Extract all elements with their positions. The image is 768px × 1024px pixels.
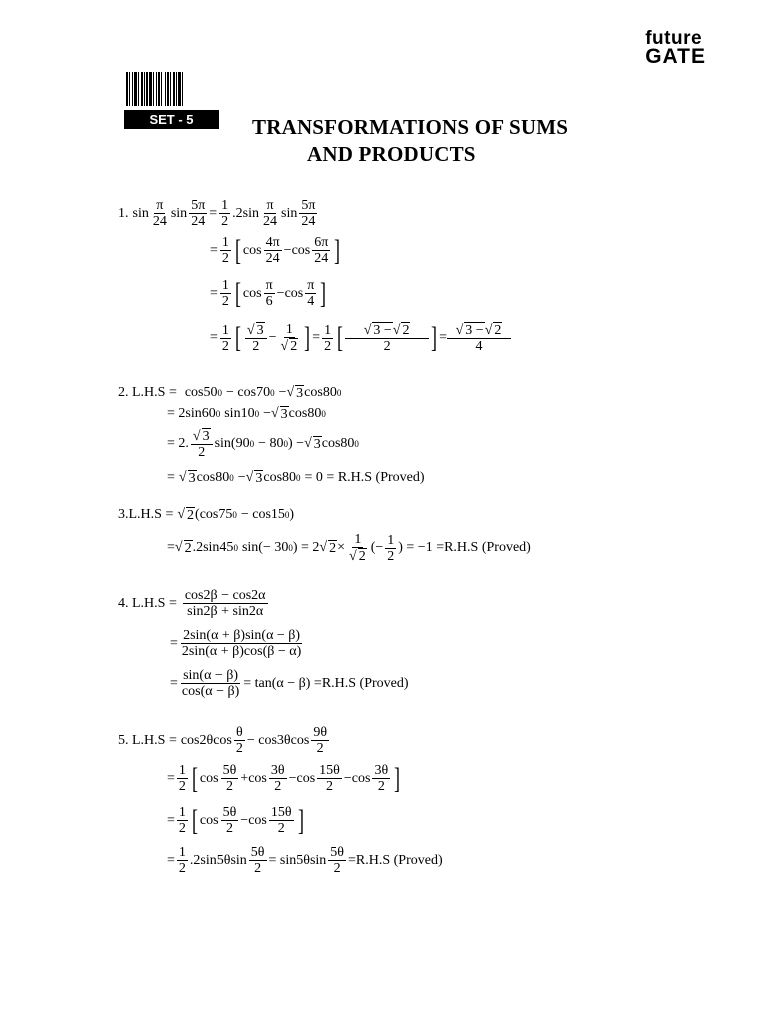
future-gate-logo xyxy=(645,30,706,67)
logo-line2: GATE xyxy=(645,45,706,69)
problem-4-line-3: = $\frac{\sin(\alpha - \beta)}{\cos(\alpha - \beta)}$ = tan(α − β) =R.H.S (Proved) xyxy=(170,668,409,699)
set-badge: SET - 5 xyxy=(124,110,219,129)
problem-1-line-4: = $\frac{1}{2}$ [ √ 3 2 − $\frac{1}{√ 2}$ ] = $\frac{1}{2}$ [ √ 3 −√ 2 2 ] = $\frac{√ 3 -√ 2}{4}$ xyxy=(210,322,511,354)
problem-2-line-4: = √ 3 cos80 0 − √ 3 cos80 0 = 0 = R.H.S (Proved) xyxy=(167,470,425,486)
problem-1-line-1: 1. sin π 24 sin $\frac{5\pi}{24}$ = $\frac{1}{2}$ .2sin π 24 sin 5π 24 xyxy=(118,198,316,229)
problem-5-line-3: = $\frac{1}{2}$ [ cos 5θ 2 − cos 15θ 2 ] xyxy=(167,803,304,837)
problem-5-line-4: = $\frac{1}{2}$ .2sin5θsin $\frac{5\theta}{2}$ = sin5θsin $\frac{5\theta}{2}$ =R.H.S (Proved) xyxy=(167,845,443,876)
page-title-line2: AND PRODUCTS xyxy=(307,142,476,166)
problem-4-line-1: 4. L.H.S = cos2β − cos2α sin2β + sin2α xyxy=(118,588,266,619)
logo-line1: future xyxy=(645,28,703,49)
problem-1-line-3: = $\frac{1}{2}$ [ cos π 6 − cos π 4 ] xyxy=(210,276,327,310)
problem-2-line-2: = 2sin60 0 sin10 0 − √ 3 cos80 0 xyxy=(167,406,326,422)
problem-5-line-1: 5. L.H.S = cos2θcos θ 2 − cos3θcos 9θ 2 xyxy=(118,725,328,756)
problem-2-line-3: = 2. √ 3 2 sin(90 0 − 80 0 ) − √ 3 cos80 0 xyxy=(167,429,359,460)
problem-2-line-1: 2. L.H.S = cos50 0 − cos70 0 − √ 3 cos80 0 xyxy=(118,385,342,401)
problem-3-line-2: = √ 2 .2sin45 0 sin(− 30 0 ) = 2 √ 2 × $\frac{1}{√ 2}$ (− $\frac{1}{2}$ ) = −1 =R.H.S (Proved) xyxy=(167,532,531,564)
problem-1-line-2: = $\frac{1}{2}$ [ cos 4π 24 − cos 6π 24 ] xyxy=(210,233,341,267)
problem-5-line-2: = $\frac{1}{2}$ [ cos 5θ 2 + cos 3θ 2 − cos 15θ 2 − cos 3θ 2 ] xyxy=(167,761,401,795)
problem-4-line-2: = $\frac{2\sin(\alpha + \beta)\sin(\alpha - \beta)}{2\sin(\alpha + \beta)\cos(\beta - \alpha)}$ xyxy=(170,628,302,659)
page-title-line1: TRANSFORMATIONS OF SUMS xyxy=(252,115,569,139)
barcode-icon xyxy=(126,72,219,106)
problem-3-line-1: 3.L.H.S = √ 2 (cos75 0 − cos15 0 ) xyxy=(118,507,295,523)
